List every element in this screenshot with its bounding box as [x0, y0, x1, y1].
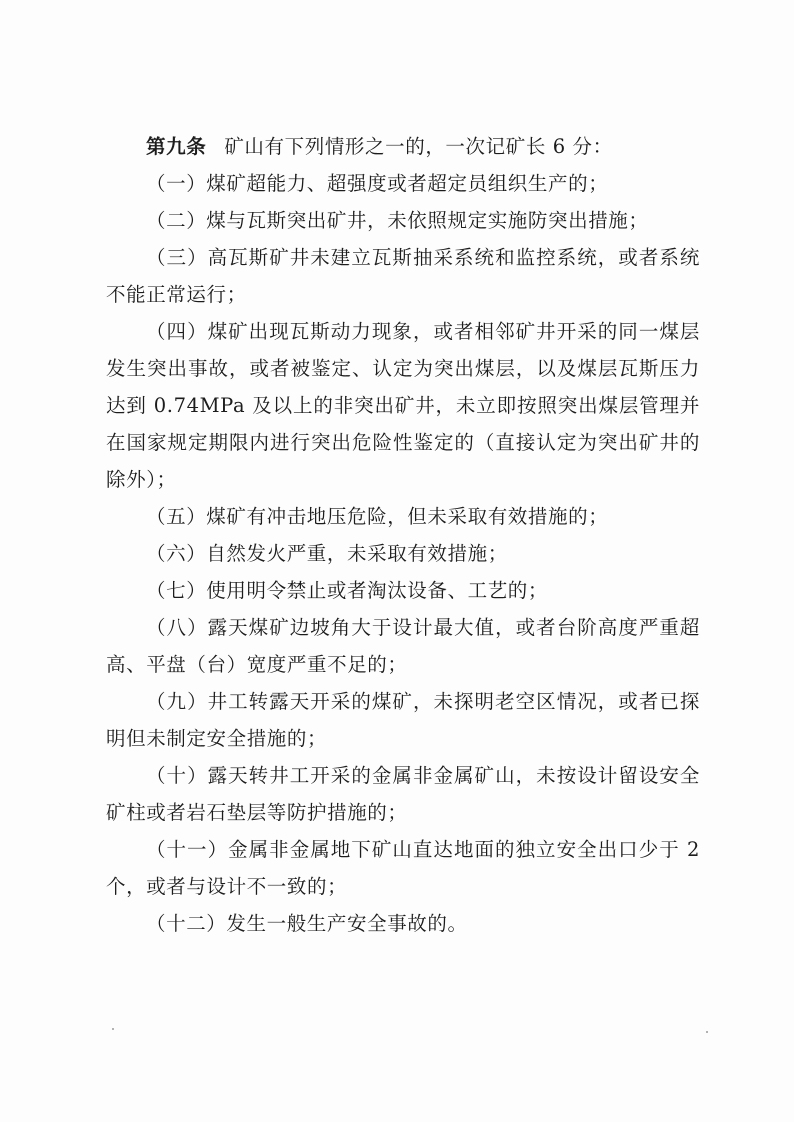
list-item: （十二）发生一般生产安全事故的。 [146, 912, 468, 935]
list-item: （八）露天煤矿边坡角大于设计最大值，或者台阶高度严重超高、平盘（台）宽度严重不足的； [106, 616, 700, 676]
list-item: （十一）金属非金属地下矿山直达地面的独立安全出口少于 2 个，或者与设计不一致的； [106, 838, 700, 898]
article-number: 第九条 [146, 135, 207, 158]
list-item: （二）煤与瓦斯突出矿井，未依照规定实施防突出措施； [146, 209, 649, 232]
list-item: （十）露天转井工开采的金属非金属矿山，未按设计留设安全矿柱或者岩石垫层等防护措施的； [106, 764, 700, 824]
list-item: （九）井工转露天开采的煤矿，未探明老空区情况，或者已探明但未制定安全措施的； [106, 690, 700, 750]
list-item: （六）自然发火严重，未采取有效措施； [146, 542, 508, 565]
list-item: （七）使用明令禁止或者淘汰设备、工艺的； [146, 579, 549, 602]
article-body [106, 128, 700, 942]
list-item: （三）高瓦斯矿井未建立瓦斯抽采系统和监控系统，或者系统不能正常运行； [106, 246, 700, 306]
list-item: （五）煤矿有冲击地压危险，但未采取有效措施的； [146, 505, 609, 528]
list-item: （一）煤矿超能力、超强度或者超定员组织生产的； [146, 172, 609, 195]
list-item: （四）煤矿出现瓦斯动力现象，或者相邻矿井开采的同一煤层发生突出事故，或者被鉴定、认定为突出煤层，以及煤层瓦斯压力达到 0.74MPa 及以上的非突出矿井，未立即按照突出煤层管理并在国家规定期限内进行突出危险性鉴定的（直接认定为突出矿井的除外）； [106, 320, 700, 491]
article-heading [106, 128, 700, 165]
article-lead: 矿山有下列情形之一的，一次记矿长 6 分： [224, 135, 613, 158]
